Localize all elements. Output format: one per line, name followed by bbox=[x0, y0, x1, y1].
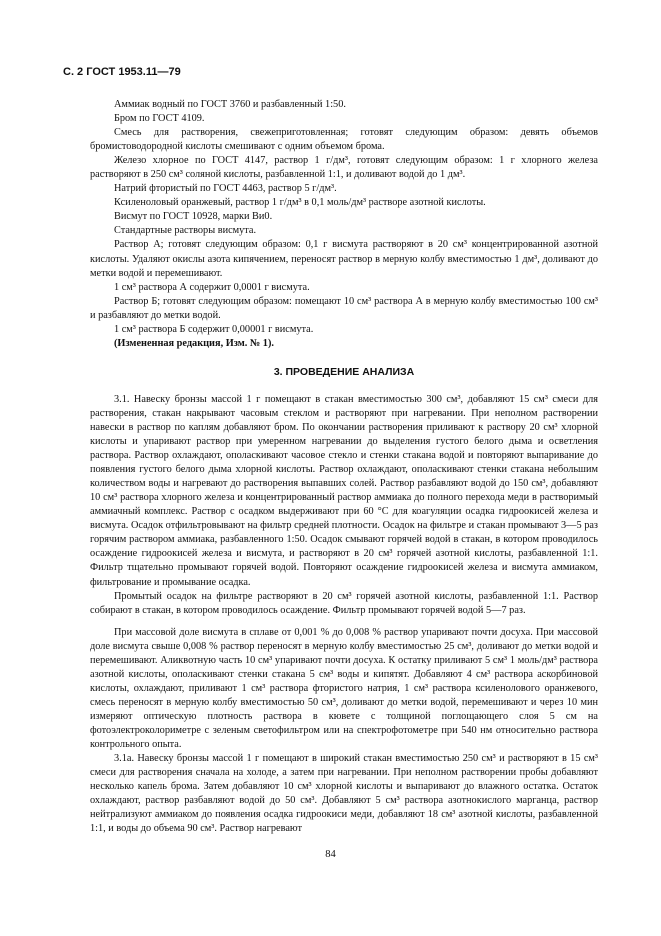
reagent-ferric-chloride: Железо хлорное по ГОСТ 4147, раствор 1 г/дм³, готовят следующим образом: 1 г хлорного железа растворяют в 250 см³ соляной кислоты, разбавленной 1:1, и доливают водой до 1 дм³. bbox=[90, 155, 598, 181]
section-title: 3. ПРОВЕДЕНИЕ АНАЛИЗА bbox=[273, 365, 415, 378]
page-header: С. 2 ГОСТ 1953.11—79 bbox=[63, 66, 181, 78]
solution-b: Раствор Б; готовят следующим образом: помещают 10 см³ раствора А в мерную колбу вместимостью 100 см³ и разбавляют до метки водой. bbox=[90, 295, 598, 321]
solution-a-content: 1 см³ раствора А содержит 0,0001 г висмута. bbox=[114, 281, 310, 293]
solution-a: Раствор А; готовят следующим образом: 0,1 г висмута растворяют в 20 см³ концентрированной азотной кислоты. Удаляют окислы азота кипячением, переносят раствор в мерную колбу вместимостью 1 дм³, доливают до метки водой и перемешивают. bbox=[90, 239, 598, 279]
document-body bbox=[90, 98, 598, 836]
reagent-bismuth: Висмут по ГОСТ 10928, марки Ви0. bbox=[114, 211, 273, 223]
analysis-paragraph-measurement: При массовой доле висмута в сплаве от 0,001 % до 0,008 % раствор упаривают почти досуха. При массовой доле висмута свыше 0,008 % раствор переносят в мерную колбу вместимостью 25 см³, доливают до метки водой и перемешивают. Аликвотную часть 10 см³ упаривают почти досуха. К остатку приливают 5 см³ 1 моль/дм³ раствора азотной кислоты, ополаскивают стенки стакана 5 см³ воды и кипятят. Добавляют 4 см³ раствора аскорбиновой кислоты, охлаждают, приливают 1 см³ раствора фтористого натрия, 1 см³ раствора ксиленолового оранжевого, смесь переносят в мерную колбу вместимостью 50 см³, доливают до метки водой, перемешивают и через 10 мин измеряют оптическую плотность раствора в кювете с толщиной поглощающего слоя 5 см на фотоэлектроколориметре с зеленым светофильтром или на спектрофотометре при 540 нм относительно раствора контрольного опыта. bbox=[90, 626, 598, 751]
reagent-bromine: Бром по ГОСТ 4109. bbox=[114, 113, 205, 125]
standard-solutions-title: Стандартные растворы висмута. bbox=[114, 225, 257, 237]
page-number: 84 bbox=[325, 849, 336, 860]
reagent-sodium-fluoride: Натрий фтористый по ГОСТ 4463, раствор 5 г/дм³. bbox=[114, 183, 337, 195]
reagent-xylenol-orange: Ксиленоловый оранжевый, раствор 1 г/дм³ в 0,1 моль/дм³ растворе азотной кислоты. bbox=[114, 197, 486, 209]
analysis-paragraph-rinse: Промытый осадок на фильтре растворяют в 20 см³ горячей азотной кислоты, разбавленной 1:1. Раствор собирают в стакан, в котором проводилось осаждение. Фильтр промывают горячей водой 5—7 раз. bbox=[90, 590, 598, 616]
analysis-paragraph-3-1: 3.1. Навеску бронзы массой 1 г помещают в стакан вместимостью 300 см³, добавляют 15 см³ смеси для растворения, стакан накрывают часовым стеклом и растворяют при нагревании. При неполном растворении навески в раствор по каплям добавляют бром. По окончании растворения приливают к раствору 20 см³ хлорной кислоты и упаривают раствор при умеренном нагревании до выделения густого белого дыма и осветления раствора. Раствор охлаждают, ополаскивают часовое стекло и стенки стакана водой и повторяют выпаривание до появления густого белого дыма хлорной кислоты. Раствор охлаждают, ополаскивают стенки стакана небольшим количеством воды и нагревают до растворения выпавших солей. Раствор разбавляют водой до 150 см³, добавляют 10 см³ раствора хлорного железа и концентрированный раствор аммиака до полного перехода меди в растворимый аммиачный комплекс. Раствор с осадком выдерживают при 60 °С для коагуляции осадка гидроокисей железа и висмута. Осадок отфильтровывают на фильтр средней плотности. Осадок на фильтре и стакан промывают 3—5 раз горячим раствором аммиака, разбавленного 1:50. Осадок смывают горячей водой в стакан, в котором проводилось осаждение гидроокисей железа и висмута, и растворяют в 20 см³ горячей азотной кислоты, разбавленной 1:1. Фильтр тщательно промывают горячей водой. Повторяют осаждение гидроокисей железа и висмута аммиаком, фильтрование и промывание осадка. bbox=[90, 393, 598, 588]
revision-note: (Измененная редакция, Изм. № 1). bbox=[114, 337, 274, 349]
analysis-paragraph-3-1a: 3.1а. Навеску бронзы массой 1 г помещают в широкий стакан вместимостью 250 см³ и растворяют в 15 см³ смеси для растворения сначала на холоде, а затем при нагревании. При неполном растворении пробы добавляют несколько капель брома. Затем добавляют 10 см³ хлорной кислоты и выпаривают до влажного остатка. Остаток охлаждают, раствор разбавляют водой до 50 см³. Добавляют 5 см³ раствора азотнокислого марганца, раствор нейтрализуют аммиаком до появления осадка гидроокиси меди, добавляют 18 см³ азотной кислоты, разбавленной 1:1, и воды до объема 90 см³. Раствор нагревают bbox=[90, 753, 598, 835]
solution-b-content: 1 см³ раствора Б содержит 0,00001 г висмута. bbox=[114, 323, 314, 335]
reagent-dissolving-mixture: Смесь для растворения, свежеприготовленная; готовят следующим образом: девять объемов бромистоводородной кислоты смешивают с одним объемом брома. bbox=[90, 127, 598, 153]
reagent-ammonia: Аммиак водный по ГОСТ 3760 и разбавленный 1:50. bbox=[114, 99, 346, 110]
